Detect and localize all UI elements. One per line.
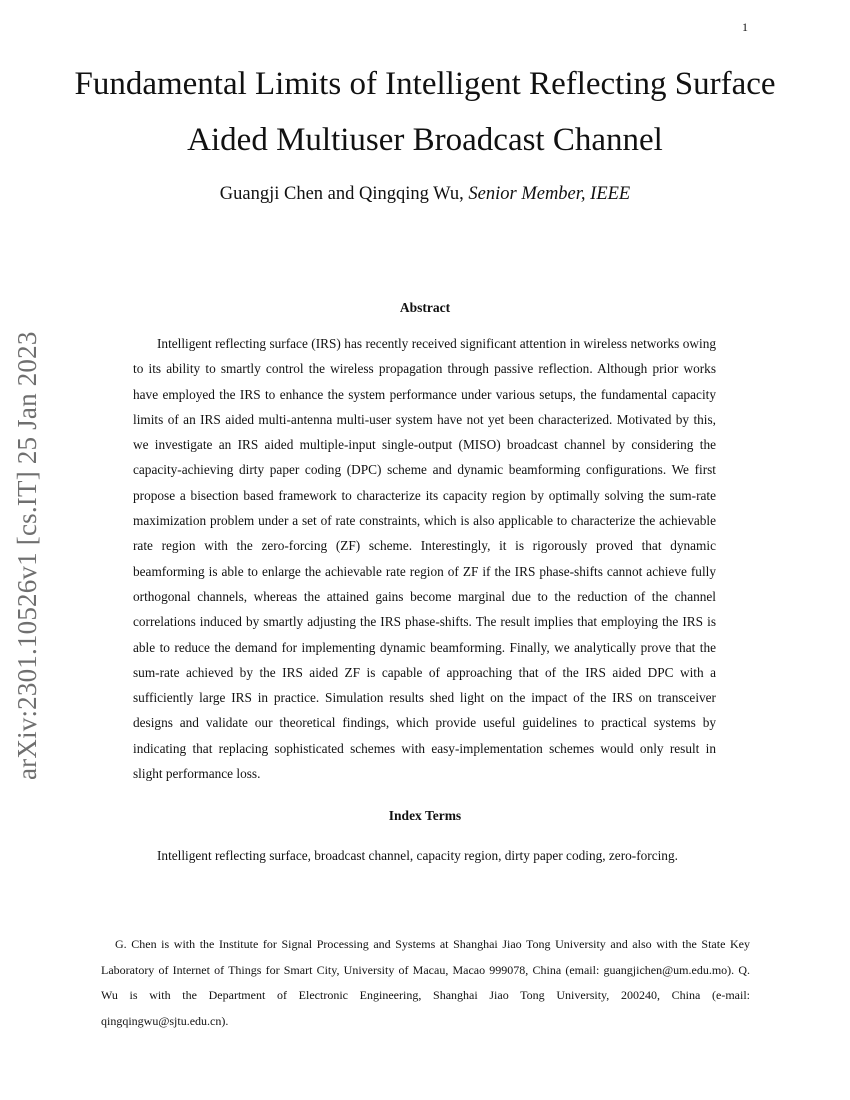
author-membership: Senior Member, IEEE (468, 184, 631, 204)
index-terms-heading: Index Terms (388, 808, 462, 823)
arxiv-identifier-stamp: arXiv:2301.10526v1 [cs.IT] 25 Jan 2023 (12, 331, 42, 780)
index-terms-text: Intelligent reflecting surface, broadcast channel, capacity region, dirty paper coding, zero-forcing. (157, 848, 678, 863)
abstract-text: Intelligent reflecting surface (IRS) has recently received significant attention in wireless networks owing to its ability to smartly control the wireless propagation through passive reflection. Although prior works have employed the IRS to enhance the system performance under various setups, the fundamental capacity limits of an IRS aided multi-antenna multi-user system have not yet been characterized. Motivated by this, we investigate an IRS aided multiple-input single-output (MISO) broadcast channel by considering the capacity-achieving dirty paper coding (DPC) scheme and dynamic beamforming configurations. We first propose a bisection based framework to characterize its capacity region by optimally solving the sum-rate maximization problem under a set of rate constraints, which is also applicable to characterize the achievable rate region with the zero-forcing (ZF) scheme. Interestingly, it is rigorously proved that dynamic beamforming is able to enlarge the achievable rate region of ZF if the IRS phase-shifts cannot achieve fully orthogonal channels, whereas the attained gains become marginal due to the reduction of the channel correlations induced by smartly adjusting the IRS phase-shifts. The result implies that employing the IRS is able to reduce the demand for implementing dynamic beamforming. Finally, we analytically prove that the sum-rate achieved by the IRS aided ZF is capable of approaching that of the IRS aided DPC with a sufficiently large IRS in practice. Simulation results shed light on the impact of the IRS on transceiver designs and validate our theoretical findings, which provide useful guidelines to practical systems by indicating that replacing sophisticated schemes with easy-implementation schemes would only result in slight performance loss. (133, 336, 716, 782)
author-affiliation-footnote: G. Chen is with the Institute for Signal Processing and Systems at Shanghai Jiao Tong University and also with the State Key Laboratory of Internet of Things for Smart City, University of Macau, Macao 999078, China (email: guangjichen@um.edu.mo). Q. Wu is with the Department of Electronic Engineering, Shanghai Jiao Tong University, 200240, China (e-mail: qingqingwu@sjtu.edu.cn). (101, 937, 750, 1028)
author-names: Guangji Chen and Qingqing Wu, (219, 184, 464, 204)
paper-title: Fundamental Limits of Intelligent Reflecting Surface Aided Multiuser Broadcast Channel (74, 66, 776, 158)
abstract-heading: Abstract (399, 300, 451, 315)
page-number: 1 (742, 20, 748, 34)
author-line (60, 182, 790, 206)
